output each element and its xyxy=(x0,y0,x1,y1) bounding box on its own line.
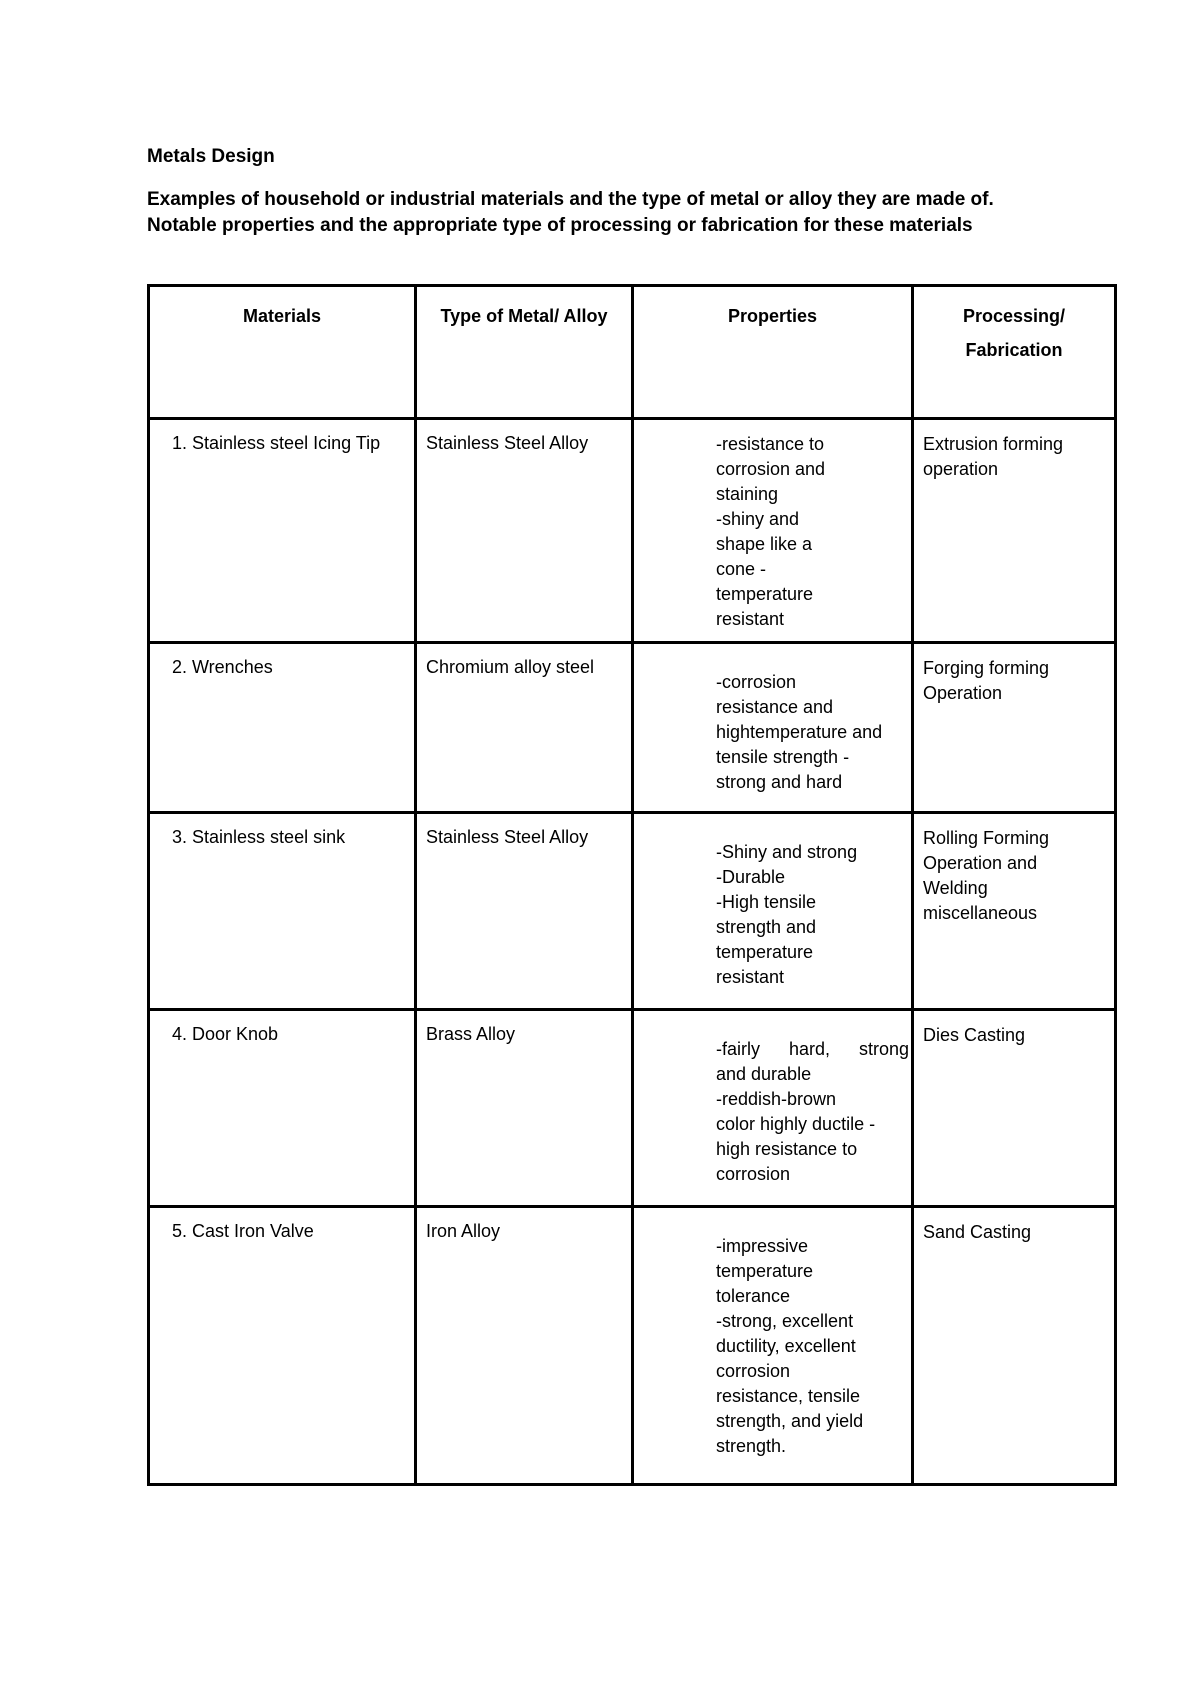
table-row xyxy=(149,1207,1116,1485)
cell-type xyxy=(416,813,633,1010)
property-line: temperature xyxy=(716,584,814,604)
cell-processing xyxy=(913,419,1116,643)
table-row xyxy=(149,813,1116,1010)
property-line: corrosion and xyxy=(716,459,826,479)
intro-line: Examples of household or industrial materials and the type of metal or alloy they are made of. xyxy=(147,189,994,210)
property-line: -reddish-brown xyxy=(716,1089,837,1109)
processing-line: Rolling Forming xyxy=(923,828,1050,848)
processing-line: Extrusion forming xyxy=(923,434,1064,454)
property-line: -fairly hard, strong xyxy=(716,1039,909,1059)
property-line: -strong, excellent xyxy=(716,1311,854,1331)
property-line: staining xyxy=(716,484,779,504)
header-materials: Materials xyxy=(149,286,416,419)
table-row xyxy=(149,419,1116,643)
header-properties: Properties xyxy=(633,286,913,419)
cell-processing xyxy=(913,1207,1116,1485)
property-line: temperature xyxy=(716,942,814,962)
property-line: shape like a xyxy=(716,534,813,554)
cell-properties xyxy=(633,813,913,1010)
cell-material xyxy=(149,643,416,813)
cell-properties xyxy=(633,419,913,643)
material-text: 5. Cast Iron Valve xyxy=(172,1221,314,1241)
property-line: resistant xyxy=(716,967,785,987)
type-text: Stainless Steel Alloy xyxy=(426,433,589,453)
cell-material xyxy=(149,419,416,643)
cell-material xyxy=(149,1010,416,1207)
type-text: Chromium alloy steel xyxy=(426,657,595,677)
property-line: -High tensile xyxy=(716,892,817,912)
processing-line: Operation and xyxy=(923,853,1038,873)
cell-type xyxy=(416,643,633,813)
processing-line: Sand Casting xyxy=(923,1222,1032,1242)
property-line: tolerance xyxy=(716,1286,791,1306)
cell-material xyxy=(149,1207,416,1485)
property-line: resistant xyxy=(716,609,785,629)
cell-properties xyxy=(633,1207,913,1485)
processing-line: Operation xyxy=(923,683,1003,703)
cell-type xyxy=(416,1010,633,1207)
cell-processing xyxy=(913,813,1116,1010)
table-row xyxy=(149,1010,1116,1207)
table-header-row xyxy=(149,286,1116,419)
property-line: tensile strength - xyxy=(716,747,850,767)
property-line: strength and xyxy=(716,917,817,937)
property-line: temperature xyxy=(716,1261,814,1281)
property-line: resistance and xyxy=(716,697,834,717)
material-text: 4. Door Knob xyxy=(172,1024,279,1044)
property-line: strength. xyxy=(716,1436,787,1456)
cell-processing xyxy=(913,1010,1116,1207)
property-line: corrosion xyxy=(716,1361,791,1381)
property-line: -Durable xyxy=(716,867,786,887)
property-line: -shiny and xyxy=(716,509,800,529)
property-line: -impressive xyxy=(716,1236,809,1256)
property-line: strength, and yield xyxy=(716,1411,864,1431)
cell-properties xyxy=(633,1010,913,1207)
property-line: cone - xyxy=(716,559,767,579)
header-processing xyxy=(913,286,1116,419)
type-text: Iron Alloy xyxy=(426,1221,501,1241)
cell-type xyxy=(416,1207,633,1485)
property-line: resistance, tensile xyxy=(716,1386,861,1406)
material-text: 1. Stainless steel Icing Tip xyxy=(172,433,381,453)
property-line: -resistance to xyxy=(716,434,825,454)
cell-type xyxy=(416,419,633,643)
processing-line: Welding xyxy=(923,878,988,898)
material-text: 2. Wrenches xyxy=(172,657,273,677)
property-line: ductility, excellent xyxy=(716,1336,856,1356)
property-line: high resistance to xyxy=(716,1139,858,1159)
document-title: Metals Design xyxy=(147,146,275,167)
processing-line: miscellaneous xyxy=(923,903,1038,923)
property-line: color highly ductile - xyxy=(716,1114,876,1134)
property-line: strong and hard xyxy=(716,772,843,792)
property-line: hightemperature and xyxy=(716,722,883,742)
document-intro xyxy=(147,187,994,239)
property-line: corrosion xyxy=(716,1164,791,1184)
property-line: and durable xyxy=(716,1064,812,1084)
cell-properties xyxy=(633,643,913,813)
property-line: -corrosion xyxy=(716,672,797,692)
type-text: Stainless Steel Alloy xyxy=(426,827,589,847)
materials-table xyxy=(147,284,1117,1486)
processing-line: Dies Casting xyxy=(923,1025,1026,1045)
type-text: Brass Alloy xyxy=(426,1024,516,1044)
table-row xyxy=(149,643,1116,813)
cell-material xyxy=(149,813,416,1010)
intro-line: Notable properties and the appropriate type of processing or fabrication for these materials xyxy=(147,215,973,236)
cell-processing xyxy=(913,643,1116,813)
processing-line: Forging forming xyxy=(923,658,1050,678)
header-processing-line: Processing/ xyxy=(962,306,1066,326)
material-text: 3. Stainless steel sink xyxy=(172,827,346,847)
header-processing-line: Fabrication xyxy=(965,340,1063,360)
header-type: Type of Metal/ Alloy xyxy=(416,286,633,419)
property-line: -Shiny and strong xyxy=(716,842,858,862)
processing-line: operation xyxy=(923,459,999,479)
